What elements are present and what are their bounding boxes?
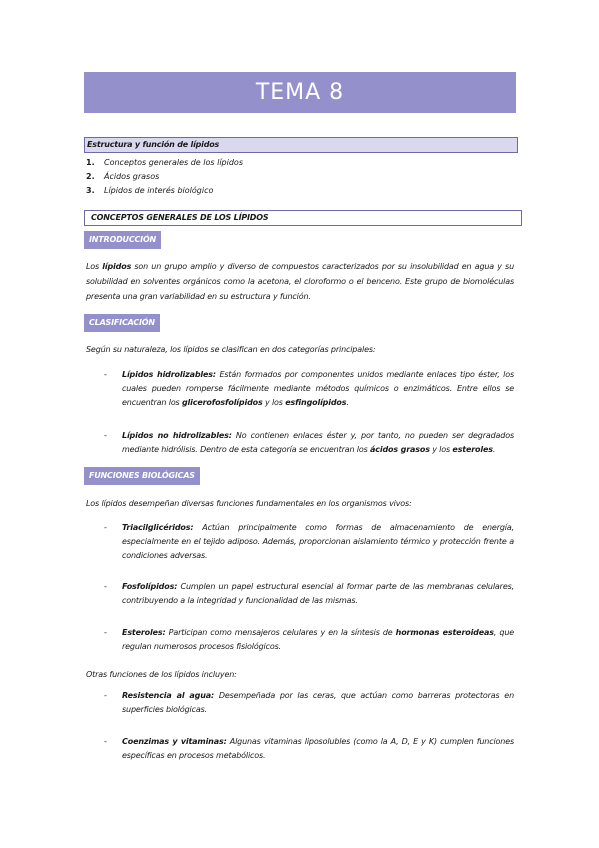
bullet-text bbox=[122, 521, 514, 563]
text-run: Participan como mensajeros celulares y en la síntesis de bbox=[165, 628, 396, 637]
bullet-text bbox=[122, 368, 514, 410]
bold-term: esfingolípidos bbox=[285, 398, 347, 407]
toc-number: 1. bbox=[86, 158, 95, 167]
text-run: Desempeñada por las ceras, que actúan como barreras protectoras en superficies biológicas. bbox=[122, 691, 514, 714]
bold-term: Esteroles: bbox=[122, 628, 166, 637]
text-run: Algunas vitaminas liposolubles (como la A, D, E y K) cumplen funciones específicas en procesos metabólicos. bbox=[122, 737, 514, 760]
bullet-dash: - bbox=[104, 628, 107, 637]
intro-paragraph bbox=[86, 259, 514, 304]
bullet-text bbox=[122, 689, 514, 717]
bold-term: Fosfolípidos: bbox=[122, 582, 178, 591]
bold-term: esteroles bbox=[452, 445, 493, 454]
toc-item bbox=[86, 156, 243, 170]
list-item bbox=[104, 689, 514, 717]
bullet-dash: - bbox=[104, 691, 107, 700]
bullet-text bbox=[122, 580, 514, 608]
text-run: Cumplen un papel estructural esencial al formar parte de las membranas celulares, contribuyendo a la integridad y funcionalidad de las mismas. bbox=[122, 582, 514, 605]
page-title: TEMA 8 bbox=[84, 72, 516, 113]
text-run: son un grupo amplio y diverso de compuestos caracterizados por su insolubilidad en agua y su solubilidad en solventes orgánicos como la acetona, el cloroformo o el benceno. Este grupo de biomoléculas presenta una gran variabilidad en su estructura y función. bbox=[86, 262, 514, 301]
text-run: . bbox=[492, 445, 496, 454]
classification-label: CLASIFICACIÓN bbox=[84, 314, 160, 332]
table-of-contents bbox=[86, 156, 243, 198]
text-run: y los bbox=[262, 398, 286, 407]
list-item bbox=[104, 368, 514, 410]
bullet-text bbox=[122, 429, 514, 457]
toc-number: 3. bbox=[86, 186, 95, 195]
intro-label: INTRODUCCIÓN bbox=[84, 231, 161, 249]
subtitle-box: Estructura y función de lípidos bbox=[84, 137, 518, 153]
bold-term: Coenzimas y vitaminas: bbox=[122, 737, 227, 746]
list-item bbox=[104, 580, 514, 608]
list-item bbox=[104, 521, 514, 563]
classification-lead: Según su naturaleza, los lípidos se clasifican en dos categorías principales: bbox=[86, 345, 376, 354]
text-run: , que regulan numerosos procesos fisiológicos. bbox=[122, 628, 515, 651]
bullet-dash: - bbox=[104, 582, 107, 591]
bold-term: hormonas esteroideas bbox=[395, 628, 494, 637]
bullet-text bbox=[122, 735, 514, 763]
text-run: No contienen enlaces éster y, por tanto, no pueden ser degradados mediante hidrólisis. Dentro de esta categoría se encuentran los bbox=[122, 431, 514, 454]
list-item bbox=[104, 429, 514, 457]
toc-item bbox=[86, 184, 243, 198]
bold-term: Lípidos no hidrolizables: bbox=[122, 431, 232, 440]
toc-text: Lípidos de interés biológico bbox=[104, 186, 214, 195]
bullet-dash: - bbox=[104, 737, 107, 746]
toc-text: Conceptos generales de los lípidos bbox=[104, 158, 243, 167]
text-run: Están formados por componentes unidos mediante enlaces tipo éster, los cuales pueden romperse fácilmente mediante métodos químicos o enzimáticos. Entre ellos se encuentran los bbox=[122, 370, 515, 407]
list-item bbox=[104, 626, 514, 654]
bold-term: lípidos bbox=[102, 262, 132, 271]
other-functions-lead: Otras funciones de los lípidos incluyen: bbox=[86, 670, 237, 679]
bold-term: Lípidos hidrolizables: bbox=[122, 370, 216, 379]
list-item bbox=[104, 735, 514, 763]
text-run: . bbox=[346, 398, 349, 407]
text-run: y los bbox=[429, 445, 453, 454]
bullet-text bbox=[122, 626, 514, 654]
toc-text: Ácidos grasos bbox=[104, 172, 160, 181]
bold-term: Resistencia al agua: bbox=[122, 691, 215, 700]
bold-term: ácidos grasos bbox=[370, 445, 430, 454]
text-run: Actúan principalmente como formas de almacenamiento de energía, especialmente en el tejido adiposo. Además, proporcionan aislamiento térmico y protección frente a condiciones adversas. bbox=[122, 523, 514, 560]
toc-number: 2. bbox=[86, 172, 95, 181]
section-heading: CONCEPTOS GENERALES DE LOS LÍPIDOS bbox=[84, 210, 522, 226]
toc-item bbox=[86, 170, 243, 184]
bold-term: glicerofosfolípidos bbox=[181, 398, 263, 407]
bold-term: Triacilglicéridos: bbox=[122, 523, 194, 532]
functions-lead: Los lípidos desempeñan diversas funciones fundamentales en los organismos vivos: bbox=[86, 499, 412, 508]
functions-label: FUNCIONES BIOLÓGICAS bbox=[84, 467, 200, 485]
bullet-dash: - bbox=[104, 370, 107, 379]
bullet-dash: - bbox=[104, 523, 107, 532]
bullet-dash: - bbox=[104, 431, 107, 440]
text-run: Los bbox=[86, 262, 103, 271]
